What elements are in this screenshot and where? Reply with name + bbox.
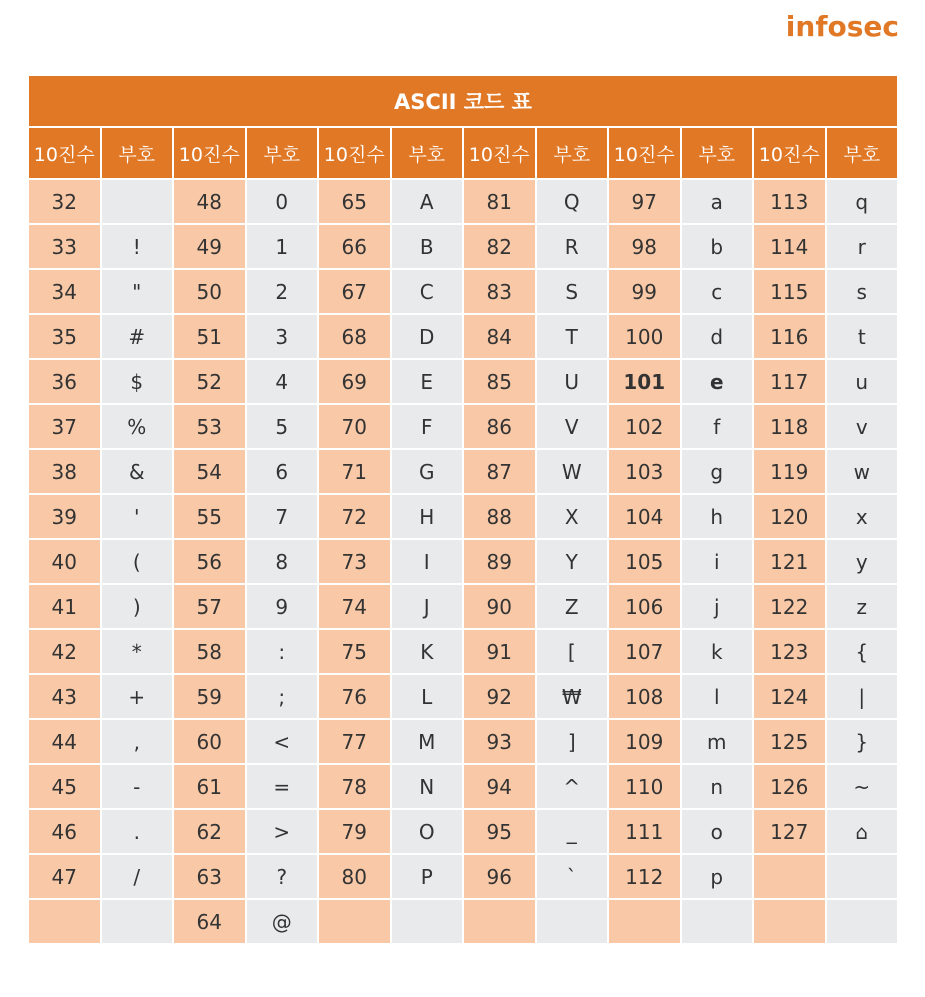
- decimal-cell: 104: [608, 494, 681, 539]
- symbol-cell: K: [391, 629, 464, 674]
- symbol-cell: [826, 854, 899, 899]
- symbol-cell: %: [101, 404, 174, 449]
- symbol-cell: /: [101, 854, 174, 899]
- decimal-cell: 84: [463, 314, 536, 359]
- symbol-cell: k: [681, 629, 754, 674]
- col-header-decimal: 10진수: [608, 127, 681, 179]
- decimal-cell: 121: [753, 539, 826, 584]
- col-header-symbol: 부호: [246, 127, 319, 179]
- symbol-cell: 8: [246, 539, 319, 584]
- decimal-cell: 108: [608, 674, 681, 719]
- decimal-cell: 50: [173, 269, 246, 314]
- symbol-cell: j: [681, 584, 754, 629]
- table-row: [28, 404, 898, 449]
- decimal-cell: 92: [463, 674, 536, 719]
- symbol-cell: [826, 899, 899, 944]
- decimal-cell: 41: [28, 584, 101, 629]
- symbol-cell: ]: [536, 719, 609, 764]
- decimal-cell: 96: [463, 854, 536, 899]
- table-row: [28, 584, 898, 629]
- symbol-cell: .: [101, 809, 174, 854]
- decimal-cell: 109: [608, 719, 681, 764]
- decimal-cell: 88: [463, 494, 536, 539]
- symbol-cell: m: [681, 719, 754, 764]
- col-header-symbol: 부호: [536, 127, 609, 179]
- symbol-cell: y: [826, 539, 899, 584]
- table-row: [28, 179, 898, 224]
- symbol-cell: F: [391, 404, 464, 449]
- symbol-cell: V: [536, 404, 609, 449]
- symbol-cell: I: [391, 539, 464, 584]
- decimal-cell: 72: [318, 494, 391, 539]
- decimal-cell: 80: [318, 854, 391, 899]
- symbol-cell: ': [101, 494, 174, 539]
- symbol-cell: H: [391, 494, 464, 539]
- symbol-cell: ,: [101, 719, 174, 764]
- symbol-cell: h: [681, 494, 754, 539]
- symbol-cell: ₩: [536, 674, 609, 719]
- symbol-cell: ⌂: [826, 809, 899, 854]
- decimal-cell: 60: [173, 719, 246, 764]
- table-row: [28, 764, 898, 809]
- symbol-cell: t: [826, 314, 899, 359]
- infosec-logo: infosec: [785, 10, 899, 43]
- decimal-cell: 93: [463, 719, 536, 764]
- symbol-cell: !: [101, 224, 174, 269]
- decimal-cell: [608, 899, 681, 944]
- symbol-cell: z: [826, 584, 899, 629]
- symbol-cell: Q: [536, 179, 609, 224]
- symbol-cell: i: [681, 539, 754, 584]
- symbol-cell: s: [826, 269, 899, 314]
- col-header-symbol: 부호: [101, 127, 174, 179]
- decimal-cell: 110: [608, 764, 681, 809]
- decimal-cell: 75: [318, 629, 391, 674]
- decimal-cell: 79: [318, 809, 391, 854]
- symbol-cell: |: [826, 674, 899, 719]
- decimal-cell: 70: [318, 404, 391, 449]
- symbol-cell: ~: [826, 764, 899, 809]
- decimal-cell: 103: [608, 449, 681, 494]
- col-header-decimal: 10진수: [318, 127, 391, 179]
- symbol-cell: f: [681, 404, 754, 449]
- decimal-cell: 106: [608, 584, 681, 629]
- decimal-cell: 38: [28, 449, 101, 494]
- symbol-cell: 9: [246, 584, 319, 629]
- decimal-cell: 59: [173, 674, 246, 719]
- col-header-decimal: 10진수: [463, 127, 536, 179]
- symbol-cell: +: [101, 674, 174, 719]
- table-row: [28, 539, 898, 584]
- table-row: [28, 224, 898, 269]
- decimal-cell: 105: [608, 539, 681, 584]
- symbol-cell: g: [681, 449, 754, 494]
- decimal-cell: 122: [753, 584, 826, 629]
- table-row: [28, 674, 898, 719]
- col-header-decimal: 10진수: [28, 127, 101, 179]
- decimal-cell: 89: [463, 539, 536, 584]
- decimal-cell: 91: [463, 629, 536, 674]
- decimal-cell: 68: [318, 314, 391, 359]
- table-title: ASCII 코드 표: [28, 75, 898, 127]
- symbol-cell: ): [101, 584, 174, 629]
- decimal-cell: 32: [28, 179, 101, 224]
- decimal-cell: 90: [463, 584, 536, 629]
- symbol-cell: ": [101, 269, 174, 314]
- decimal-cell: 119: [753, 449, 826, 494]
- symbol-cell: x: [826, 494, 899, 539]
- symbol-cell: 6: [246, 449, 319, 494]
- symbol-cell: :: [246, 629, 319, 674]
- symbol-cell: G: [391, 449, 464, 494]
- decimal-cell: 113: [753, 179, 826, 224]
- decimal-cell: 53: [173, 404, 246, 449]
- symbol-cell: P: [391, 854, 464, 899]
- symbol-cell: *: [101, 629, 174, 674]
- decimal-cell: 65: [318, 179, 391, 224]
- symbol-cell: 4: [246, 359, 319, 404]
- symbol-cell: #: [101, 314, 174, 359]
- symbol-cell: =: [246, 764, 319, 809]
- decimal-cell: 77: [318, 719, 391, 764]
- symbol-cell: r: [826, 224, 899, 269]
- symbol-cell: }: [826, 719, 899, 764]
- decimal-cell: 48: [173, 179, 246, 224]
- symbol-cell: B: [391, 224, 464, 269]
- symbol-cell: q: [826, 179, 899, 224]
- symbol-cell: D: [391, 314, 464, 359]
- symbol-cell: `: [536, 854, 609, 899]
- decimal-cell: 34: [28, 269, 101, 314]
- symbol-cell: E: [391, 359, 464, 404]
- decimal-cell: 51: [173, 314, 246, 359]
- symbol-cell: w: [826, 449, 899, 494]
- decimal-cell: 52: [173, 359, 246, 404]
- symbol-cell: [681, 899, 754, 944]
- symbol-cell: W: [536, 449, 609, 494]
- decimal-cell: 126: [753, 764, 826, 809]
- decimal-cell: 49: [173, 224, 246, 269]
- symbol-cell: ;: [246, 674, 319, 719]
- symbol-cell: @: [246, 899, 319, 944]
- symbol-cell: (: [101, 539, 174, 584]
- symbol-cell: &: [101, 449, 174, 494]
- table-row: [28, 719, 898, 764]
- table-row: [28, 629, 898, 674]
- symbol-cell: l: [681, 674, 754, 719]
- decimal-cell: 35: [28, 314, 101, 359]
- decimal-cell: 62: [173, 809, 246, 854]
- symbol-cell: Z: [536, 584, 609, 629]
- table-row: [28, 314, 898, 359]
- symbol-cell: [536, 899, 609, 944]
- decimal-cell: 42: [28, 629, 101, 674]
- decimal-cell: 97: [608, 179, 681, 224]
- col-header-symbol: 부호: [391, 127, 464, 179]
- decimal-cell: 74: [318, 584, 391, 629]
- decimal-cell: 127: [753, 809, 826, 854]
- symbol-cell: 5: [246, 404, 319, 449]
- table-body: [28, 179, 898, 944]
- symbol-cell: u: [826, 359, 899, 404]
- decimal-cell: 83: [463, 269, 536, 314]
- decimal-cell: 115: [753, 269, 826, 314]
- symbol-cell: Y: [536, 539, 609, 584]
- decimal-cell: 39: [28, 494, 101, 539]
- decimal-cell: 67: [318, 269, 391, 314]
- symbol-cell: >: [246, 809, 319, 854]
- symbol-cell: [101, 179, 174, 224]
- symbol-cell: X: [536, 494, 609, 539]
- table-row: [28, 494, 898, 539]
- decimal-cell: 78: [318, 764, 391, 809]
- decimal-cell: 95: [463, 809, 536, 854]
- symbol-cell: $: [101, 359, 174, 404]
- table-row: [28, 809, 898, 854]
- decimal-cell: [753, 899, 826, 944]
- symbol-cell: 0: [246, 179, 319, 224]
- decimal-cell: [753, 854, 826, 899]
- table-row: [28, 899, 898, 944]
- decimal-cell: 82: [463, 224, 536, 269]
- symbol-cell: C: [391, 269, 464, 314]
- symbol-cell: N: [391, 764, 464, 809]
- symbol-cell: S: [536, 269, 609, 314]
- symbol-cell: _: [536, 809, 609, 854]
- decimal-cell: 71: [318, 449, 391, 494]
- decimal-cell: 81: [463, 179, 536, 224]
- decimal-cell: 40: [28, 539, 101, 584]
- decimal-cell: 116: [753, 314, 826, 359]
- decimal-cell: 125: [753, 719, 826, 764]
- decimal-cell: 36: [28, 359, 101, 404]
- symbol-cell: a: [681, 179, 754, 224]
- decimal-cell: 61: [173, 764, 246, 809]
- symbol-cell: O: [391, 809, 464, 854]
- col-header-decimal: 10진수: [753, 127, 826, 179]
- decimal-cell: 43: [28, 674, 101, 719]
- decimal-cell: [463, 899, 536, 944]
- decimal-cell: 124: [753, 674, 826, 719]
- symbol-cell: A: [391, 179, 464, 224]
- decimal-cell: 98: [608, 224, 681, 269]
- symbol-cell: e: [681, 359, 754, 404]
- symbol-cell: <: [246, 719, 319, 764]
- decimal-cell: 45: [28, 764, 101, 809]
- decimal-cell: 99: [608, 269, 681, 314]
- symbol-cell: M: [391, 719, 464, 764]
- decimal-cell: 73: [318, 539, 391, 584]
- decimal-cell: 44: [28, 719, 101, 764]
- header-row: [28, 127, 898, 179]
- decimal-cell: 57: [173, 584, 246, 629]
- symbol-cell: v: [826, 404, 899, 449]
- decimal-cell: 76: [318, 674, 391, 719]
- symbol-cell: o: [681, 809, 754, 854]
- decimal-cell: 94: [463, 764, 536, 809]
- decimal-cell: 112: [608, 854, 681, 899]
- symbol-cell: ?: [246, 854, 319, 899]
- decimal-cell: 47: [28, 854, 101, 899]
- symbol-cell: U: [536, 359, 609, 404]
- symbol-cell: p: [681, 854, 754, 899]
- decimal-cell: 66: [318, 224, 391, 269]
- col-header-symbol: 부호: [681, 127, 754, 179]
- decimal-cell: 117: [753, 359, 826, 404]
- decimal-cell: 58: [173, 629, 246, 674]
- decimal-cell: 63: [173, 854, 246, 899]
- symbol-cell: c: [681, 269, 754, 314]
- symbol-cell: n: [681, 764, 754, 809]
- col-header-symbol: 부호: [826, 127, 899, 179]
- col-header-decimal: 10진수: [173, 127, 246, 179]
- decimal-cell: 114: [753, 224, 826, 269]
- symbol-cell: 7: [246, 494, 319, 539]
- ascii-code-table: [27, 74, 899, 945]
- symbol-cell: ^: [536, 764, 609, 809]
- symbol-cell: L: [391, 674, 464, 719]
- decimal-cell: 85: [463, 359, 536, 404]
- decimal-cell: 64: [173, 899, 246, 944]
- decimal-cell: 46: [28, 809, 101, 854]
- symbol-cell: J: [391, 584, 464, 629]
- decimal-cell: 107: [608, 629, 681, 674]
- decimal-cell: 111: [608, 809, 681, 854]
- symbol-cell: 1: [246, 224, 319, 269]
- symbol-cell: b: [681, 224, 754, 269]
- symbol-cell: {: [826, 629, 899, 674]
- symbol-cell: 2: [246, 269, 319, 314]
- symbol-cell: 3: [246, 314, 319, 359]
- decimal-cell: 118: [753, 404, 826, 449]
- decimal-cell: 54: [173, 449, 246, 494]
- decimal-cell: 55: [173, 494, 246, 539]
- decimal-cell: [28, 899, 101, 944]
- decimal-cell: 37: [28, 404, 101, 449]
- decimal-cell: 87: [463, 449, 536, 494]
- symbol-cell: -: [101, 764, 174, 809]
- decimal-cell: 123: [753, 629, 826, 674]
- table-row: [28, 449, 898, 494]
- decimal-cell: 33: [28, 224, 101, 269]
- decimal-cell: 120: [753, 494, 826, 539]
- decimal-cell: 100: [608, 314, 681, 359]
- decimal-cell: 101: [608, 359, 681, 404]
- decimal-cell: 56: [173, 539, 246, 584]
- symbol-cell: d: [681, 314, 754, 359]
- decimal-cell: [318, 899, 391, 944]
- table-row: [28, 854, 898, 899]
- symbol-cell: [391, 899, 464, 944]
- symbol-cell: T: [536, 314, 609, 359]
- symbol-cell: [: [536, 629, 609, 674]
- decimal-cell: 86: [463, 404, 536, 449]
- symbol-cell: R: [536, 224, 609, 269]
- decimal-cell: 69: [318, 359, 391, 404]
- table-row: [28, 359, 898, 404]
- table-row: [28, 269, 898, 314]
- symbol-cell: [101, 899, 174, 944]
- decimal-cell: 102: [608, 404, 681, 449]
